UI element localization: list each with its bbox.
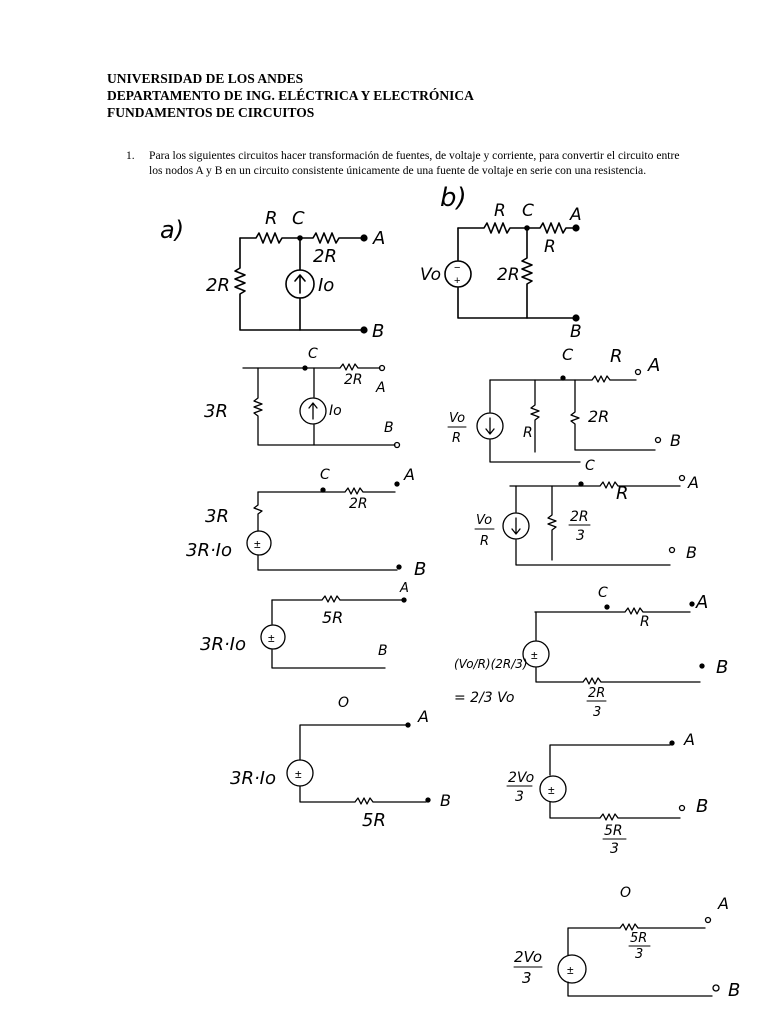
label-r: R xyxy=(265,208,278,229)
label-c: C xyxy=(562,345,574,364)
circuit-b xyxy=(420,183,582,342)
label-r: R xyxy=(616,483,629,504)
label-a: A xyxy=(648,355,661,376)
label-r: R xyxy=(640,614,650,630)
top-wire xyxy=(243,364,380,370)
label-a: A xyxy=(400,581,409,596)
label-vo: Vo xyxy=(449,411,466,426)
label-c: C xyxy=(308,346,318,362)
solution-b-step-3 xyxy=(454,585,728,720)
label-r-den: R xyxy=(480,534,490,549)
terminal-b xyxy=(700,664,704,668)
label-a: A xyxy=(404,465,415,484)
label-3r: 3R xyxy=(204,401,228,422)
label-3r: 3R xyxy=(205,506,229,527)
label-2r-left: 2R xyxy=(206,275,230,296)
plus-minus: ± xyxy=(531,648,538,662)
course-title: FUNDAMENTOS DE CIRCUITOS xyxy=(107,105,315,120)
terminal-b xyxy=(670,548,675,553)
label-3r-io: 3R·Io xyxy=(200,634,247,655)
terminal-a xyxy=(395,482,399,486)
part-b-label: b) xyxy=(440,183,467,213)
terminal-b xyxy=(426,798,430,802)
arrow-down-icon xyxy=(512,518,520,534)
node-c xyxy=(303,366,307,370)
label-5r: 5R xyxy=(322,608,344,627)
label-vo-b: Vo xyxy=(420,265,442,285)
label-b: B xyxy=(414,559,427,580)
department-title: DEPARTAMENTO DE ING. ELÉCTRICA Y ELECTRÓNICA xyxy=(107,88,474,103)
label-a: A xyxy=(688,473,699,492)
label-a: A xyxy=(696,592,709,613)
label-b: B xyxy=(372,321,385,342)
solution-b-step-4 xyxy=(507,730,708,857)
terminal-a xyxy=(636,370,641,375)
node-a-dot-b xyxy=(573,225,579,231)
problem-text: Para los siguientes circuitos hacer transformación de fuentes, de voltaje y corriente, para convertir el circuito entre los nodos A y B en un circuito consistente únicamente de una fuente de voltaje en serie con una resistencia. xyxy=(149,149,680,177)
plus-minus: ± xyxy=(567,963,574,977)
label-b: B xyxy=(378,643,388,659)
label-a-b: A xyxy=(570,205,582,225)
label-b: B xyxy=(696,796,709,817)
arrow-up-icon xyxy=(309,403,317,419)
problem-number: 1. xyxy=(126,149,135,162)
circuit-wires xyxy=(550,745,680,820)
label-r-b: R xyxy=(494,201,506,221)
label-3-den-2: 3 xyxy=(635,947,644,962)
label-io: Io xyxy=(329,403,342,419)
label-src-expr: (Vo/R)(2R/3) xyxy=(454,657,528,671)
plus-minus: ± xyxy=(295,767,302,781)
label-b: B xyxy=(440,791,451,810)
label-r: R xyxy=(610,346,623,367)
label-3-den: 3 xyxy=(576,528,585,544)
solution-a-step-2 xyxy=(186,465,426,580)
terminal-a xyxy=(706,918,711,923)
label-3-den-2: 3 xyxy=(610,841,619,857)
label-c: C xyxy=(320,467,330,483)
label-b-b: B xyxy=(570,322,582,342)
label-3r-io: 3R·Io xyxy=(230,768,277,789)
label-2vo: 2Vo xyxy=(508,770,535,786)
label-c: C xyxy=(598,585,608,601)
solution-a-step-3 xyxy=(200,581,409,668)
arrow-down-icon xyxy=(486,418,494,434)
top-wire xyxy=(510,482,680,488)
solution-a-step-4 xyxy=(230,695,451,831)
branches xyxy=(490,380,655,462)
terminal-a xyxy=(680,476,685,481)
top-wire xyxy=(272,596,403,602)
terminal-b xyxy=(656,438,661,443)
label-2r-num: 2R xyxy=(588,686,606,701)
node-a-dot xyxy=(361,235,367,241)
label-c: C xyxy=(292,208,305,229)
terminal-a xyxy=(670,741,674,745)
node-c xyxy=(605,605,609,609)
label-3-den: 3 xyxy=(593,705,602,720)
circuit-wires xyxy=(300,725,426,804)
label-b: B xyxy=(716,657,729,678)
label-2vo: 2Vo xyxy=(514,948,543,966)
solution-b-step-5 xyxy=(514,885,740,1001)
label-c: C xyxy=(585,458,595,474)
label-node: O xyxy=(338,695,350,711)
label-src-eq: = 2/3 Vo xyxy=(454,690,515,706)
top-wire-resistors-b xyxy=(458,223,576,233)
label-b: B xyxy=(686,543,697,562)
label-2r: 2R xyxy=(588,407,610,426)
label-2r: 2R xyxy=(344,372,363,388)
node-c xyxy=(561,376,565,380)
label-3-den: 3 xyxy=(522,969,532,987)
plus-minus: ± xyxy=(548,783,555,797)
plus-sign: + xyxy=(454,275,461,287)
terminal-b xyxy=(397,565,401,569)
minus-sign: − xyxy=(454,262,461,274)
label-a: A xyxy=(418,707,429,726)
label-a: A xyxy=(684,730,695,749)
label-b: B xyxy=(670,431,681,450)
label-5r-num: 5R xyxy=(630,931,648,946)
circuit-wires xyxy=(536,612,700,684)
shunt-resistor-b xyxy=(522,228,532,318)
label-r2-b: R xyxy=(544,237,556,257)
plus-minus: ± xyxy=(254,537,261,551)
terminal-a xyxy=(406,723,410,727)
node-c xyxy=(579,482,583,486)
label-r-mid: R xyxy=(523,425,533,441)
label-a: A xyxy=(718,894,729,913)
label-2r-num: 2R xyxy=(570,509,589,525)
label-c-b: C xyxy=(522,201,534,221)
left-resistor xyxy=(254,368,395,445)
solution-b-step-2 xyxy=(475,458,699,565)
solution-b-step-1 xyxy=(448,345,681,462)
label-2r-top: 2R xyxy=(313,246,337,267)
label-3-den: 3 xyxy=(515,789,524,805)
label-2r-b: 2R xyxy=(497,265,520,285)
node-b-dot xyxy=(361,327,367,333)
label-vo: Vo xyxy=(476,513,493,528)
label-5r: 5R xyxy=(362,810,386,831)
top-wire xyxy=(535,608,690,614)
terminal-a xyxy=(402,598,406,602)
terminal-a xyxy=(690,602,694,606)
label-3r-io: 3R·Io xyxy=(186,540,233,561)
label-2r: 2R xyxy=(349,496,368,512)
label-b: B xyxy=(384,420,394,436)
label-io: Io xyxy=(318,275,335,296)
label-r-den: R xyxy=(452,431,462,446)
label-b: B xyxy=(728,980,741,1001)
node-c xyxy=(321,488,325,492)
terminal-b xyxy=(680,806,685,811)
label-a: A xyxy=(376,380,386,396)
label-node: O xyxy=(620,885,632,901)
label-5r-num: 5R xyxy=(604,823,623,839)
label-a: A xyxy=(373,228,386,249)
left-branch xyxy=(254,492,397,570)
circuit-a xyxy=(160,208,385,342)
part-a-label: a) xyxy=(160,216,185,244)
branches xyxy=(516,486,670,565)
top-wire xyxy=(258,488,395,494)
node-b-dot-b xyxy=(573,315,579,321)
university-title: UNIVERSIDAD DE LOS ANDES xyxy=(107,71,304,86)
plus-minus: ± xyxy=(268,631,275,645)
arrow-up-icon xyxy=(295,275,305,293)
solution-a-step-1 xyxy=(204,346,400,448)
terminal-b xyxy=(713,985,719,991)
